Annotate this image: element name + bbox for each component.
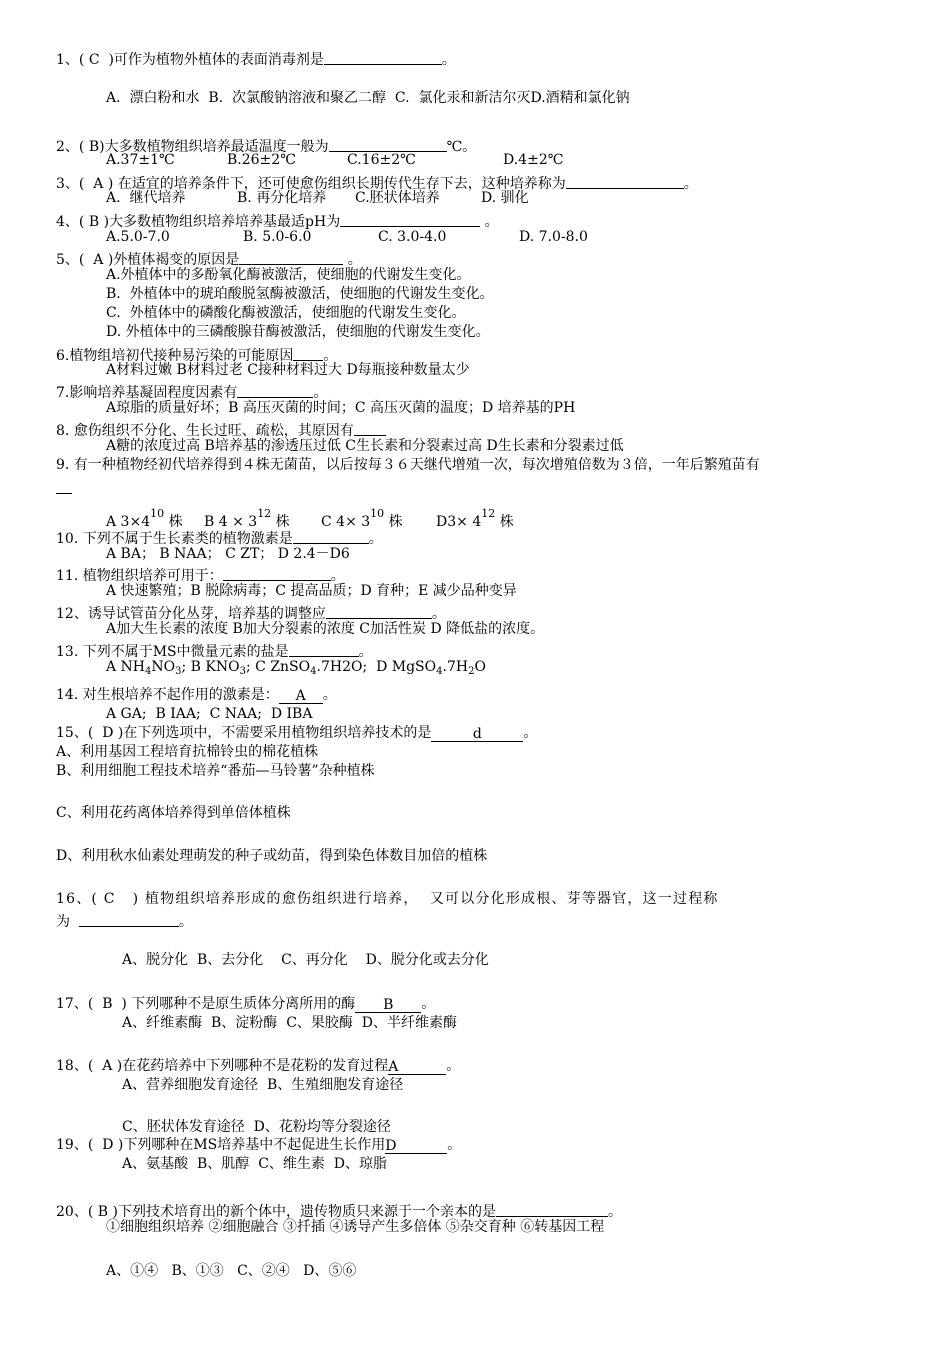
- question-17-options: A、纤维素酶 B、淀粉酶 C、果胶酶 D、半纤维素酶: [122, 1015, 458, 1031]
- answer-blank[interactable]: [496, 1202, 608, 1217]
- question-9-option-a: A $3\times 4^{10}$ 株: [106, 507, 183, 530]
- answer-blank[interactable]: A: [279, 689, 323, 704]
- answer-blank[interactable]: D: [385, 1139, 447, 1154]
- question-10: 10. 下列不属于生长素类的植物激素是 。: [56, 531, 383, 547]
- answer-blank[interactable]: A: [388, 1060, 446, 1075]
- question-3-option-b: B. 再分化培养: [237, 190, 327, 206]
- answer-blank[interactable]: [289, 642, 359, 657]
- question-15-option-d: D、利用秋水仙素处理萌发的种子或幼苗，得到染色体数目加倍的植株: [56, 848, 488, 864]
- question-2-option-c: C.16±2℃: [347, 152, 416, 168]
- question-18: 18、( A )在花药培养中下列哪种不是花粉的发育过程A 。: [56, 1058, 461, 1075]
- question-1-options: A. 漂白粉和水 B. 次氯酸钠溶液和聚乙二醇 C. 氯化汞和新洁尔灭D.酒精和氯化钠: [106, 90, 630, 106]
- question-4: 4、( B )大多数植物组织培养培养基最适pH为 。: [56, 214, 499, 230]
- answer-blank[interactable]: [293, 346, 323, 361]
- answer-blank[interactable]: [237, 383, 313, 398]
- answer-blank[interactable]: [326, 604, 432, 619]
- question-6-options: A材料过嫩 B材料过老 C接种材料过大 D每瓶接种数量太少: [106, 362, 470, 378]
- question-2-option-d: D.4±2℃: [503, 152, 564, 168]
- question-4-option-d: D. 7.0-8.0: [519, 229, 588, 245]
- question-12-options: A加大生长素的浓度 B加大分裂素的浓度 C加活性炭 D 降低盐的浓度。: [106, 621, 545, 637]
- question-15-option-b: B、利用细胞工程技术培养“番茄—马铃薯”杂种植株: [56, 763, 375, 779]
- question-3: 3、( A ) 在适宜的培养条件下，还可使愈伤组织长期传代生存下去，这种培养称为 。: [56, 176, 698, 192]
- question-6: 6.植物组培初代接种易污染的可能原因 。: [56, 348, 338, 364]
- question-2-option-a: A.37±1℃: [106, 152, 175, 168]
- question-11: 11. 植物组织培养可用于： 。: [56, 568, 345, 584]
- question-5-option-b: B. 外植体中的琥珀酸脱氢酶被激活，使细胞的代谢发生变化。: [106, 286, 494, 302]
- question-9-option-d: $D3\times 4^{12}$ 株: [436, 507, 514, 530]
- question-18-options-cd: C、胚状体发育途径 D、花粉均等分裂途径: [122, 1119, 391, 1135]
- question-9: 9. 有一种植物经初代培养得到４株无菌苗，以后按每３６天继代增殖一次，每次增殖倍数为３倍，一年后繁殖苗有: [56, 457, 760, 473]
- question-4-option-c: C. 3.0-4.0: [378, 229, 447, 245]
- question-17: 17、( B ) 下列哪种不是原生质体分离所用的酶 B 。: [56, 996, 436, 1013]
- question-12: 12、诱导试管苗分化丛芽，培养基的调整应 。: [56, 606, 446, 622]
- question-20-items: ①细胞组织培养 ②细胞融合 ③扦插 ④诱导产生多倍体 ⑤杂交育种 ⑥转基因工程: [106, 1219, 605, 1235]
- question-16: 16、( C ) 植物组织培养形成的愈伤组织进行培养， 又可以分化形成根、芽等器官，这一过程称: [56, 891, 719, 907]
- question-11-options: A 快速繁殖；B 脱除病毒；C 提高品质；D 育种；E 减少品种变异: [106, 583, 517, 599]
- question-15: 15、( D )在下列选项中，不需要采用植物组织培养技术的是 d 。: [56, 725, 538, 742]
- question-14: 14. 对生根培养不起作用的激素是： A 。: [56, 687, 337, 704]
- question-1: 1、( C )可作为植物外植体的表面消毒剂是 。: [56, 52, 456, 68]
- question-2: 2、( B)大多数植物组织培养最适温度一般为 ℃。: [56, 139, 477, 155]
- answer-blank[interactable]: [223, 566, 331, 581]
- question-19: 19、( D )下列哪种在MS培养基中不起促进生长作用D 。: [56, 1137, 462, 1154]
- question-20-options: A、①④ B、①③ C、②④ D、⑤⑥: [106, 1263, 357, 1279]
- question-16-options: A、脱分化 B、去分化 C、再分化 D、脱分化或去分化: [122, 952, 489, 968]
- answer-blank[interactable]: B: [355, 998, 421, 1013]
- answer-blank[interactable]: d: [431, 727, 523, 742]
- question-3-option-d: D. 驯化: [481, 190, 529, 206]
- answer-blank[interactable]: [566, 174, 684, 189]
- answer-blank[interactable]: [324, 50, 442, 65]
- question-19-options: A、氨基酸 B、肌醇 C、维生素 D、琼脂: [122, 1156, 388, 1172]
- question-13: 13. 下列不属于MS中微量元素的盐是 。: [56, 644, 373, 660]
- question-5-option-a: A.外植体中的多酚氧化酶被激活，使细胞的代谢发生变化。: [106, 267, 471, 283]
- question-9-blank[interactable]: [56, 478, 72, 496]
- answer-blank[interactable]: [239, 250, 343, 265]
- question-16-cont: 为 。: [56, 914, 193, 930]
- question-5-option-d: D. 外植体中的三磷酸腺苷酶被激活，使细胞的代谢发生变化。: [106, 324, 490, 340]
- question-5: 5、( A )外植体褐变的原因是 。: [56, 252, 362, 268]
- question-4-option-b: B. 5.0-6.0: [243, 229, 312, 245]
- answer-blank[interactable]: [329, 137, 447, 152]
- question-10-options: A BA； B NAA； C ZT； D 2.4－D6: [106, 546, 350, 562]
- question-7-options: A琼脂的质量好坏；B 高压灭菌的时间；C 高压灭菌的温度；D 培养基的PH: [106, 400, 576, 416]
- question-3-option-a: A. 继代培养: [106, 190, 186, 206]
- question-3-option-c: C.胚状体培养: [355, 190, 440, 206]
- answer-blank[interactable]: [293, 529, 369, 544]
- question-8-options: A糖的浓度过高 B培养基的渗透压过低 C生长素和分裂素过高 D生长素和分裂素过低: [106, 438, 624, 454]
- question-2-option-b: B.26±2℃: [227, 152, 296, 168]
- question-5-option-c: C. 外植体中的磷酸化酶被激活，使细胞的代谢发生变化。: [106, 305, 466, 321]
- question-15-option-a: A、利用基因工程培育抗棉铃虫的棉花植株: [56, 744, 319, 760]
- question-14-options: A GA; B IAA; C NAA; D IBA: [106, 706, 313, 722]
- answer-blank[interactable]: [354, 421, 386, 436]
- question-18-options-ab: A、营养细胞发育途径 B、生殖细胞发育途径: [122, 1077, 404, 1093]
- question-9-option-c: C $4\times 3^{10}$ 株: [321, 507, 403, 530]
- question-20: 20、( B )下列技术培育出的新个体中，遗传物质只来源于一个亲本的是 。: [56, 1204, 622, 1220]
- question-4-option-a: A.5.0-7.0: [106, 229, 170, 245]
- question-8: 8. 愈伤组织不分化、生长过旺、疏松，其原因有: [56, 420, 386, 438]
- answer-blank[interactable]: [340, 212, 480, 227]
- question-15-option-c: C、利用花药离体培养得到单倍体植株: [56, 805, 291, 821]
- question-7: 7.影响培养基凝固程度因素有 。: [56, 385, 328, 401]
- answer-blank[interactable]: [79, 912, 179, 927]
- question-9-option-b: B $4 \times 3^{12}$ 株: [204, 507, 290, 530]
- question-13-options: A $NH_4NO_3$; B $KNO_3$; C ZnSO$_4$.7H2O; D $MgSO_4.7H_2O$: [106, 659, 486, 677]
